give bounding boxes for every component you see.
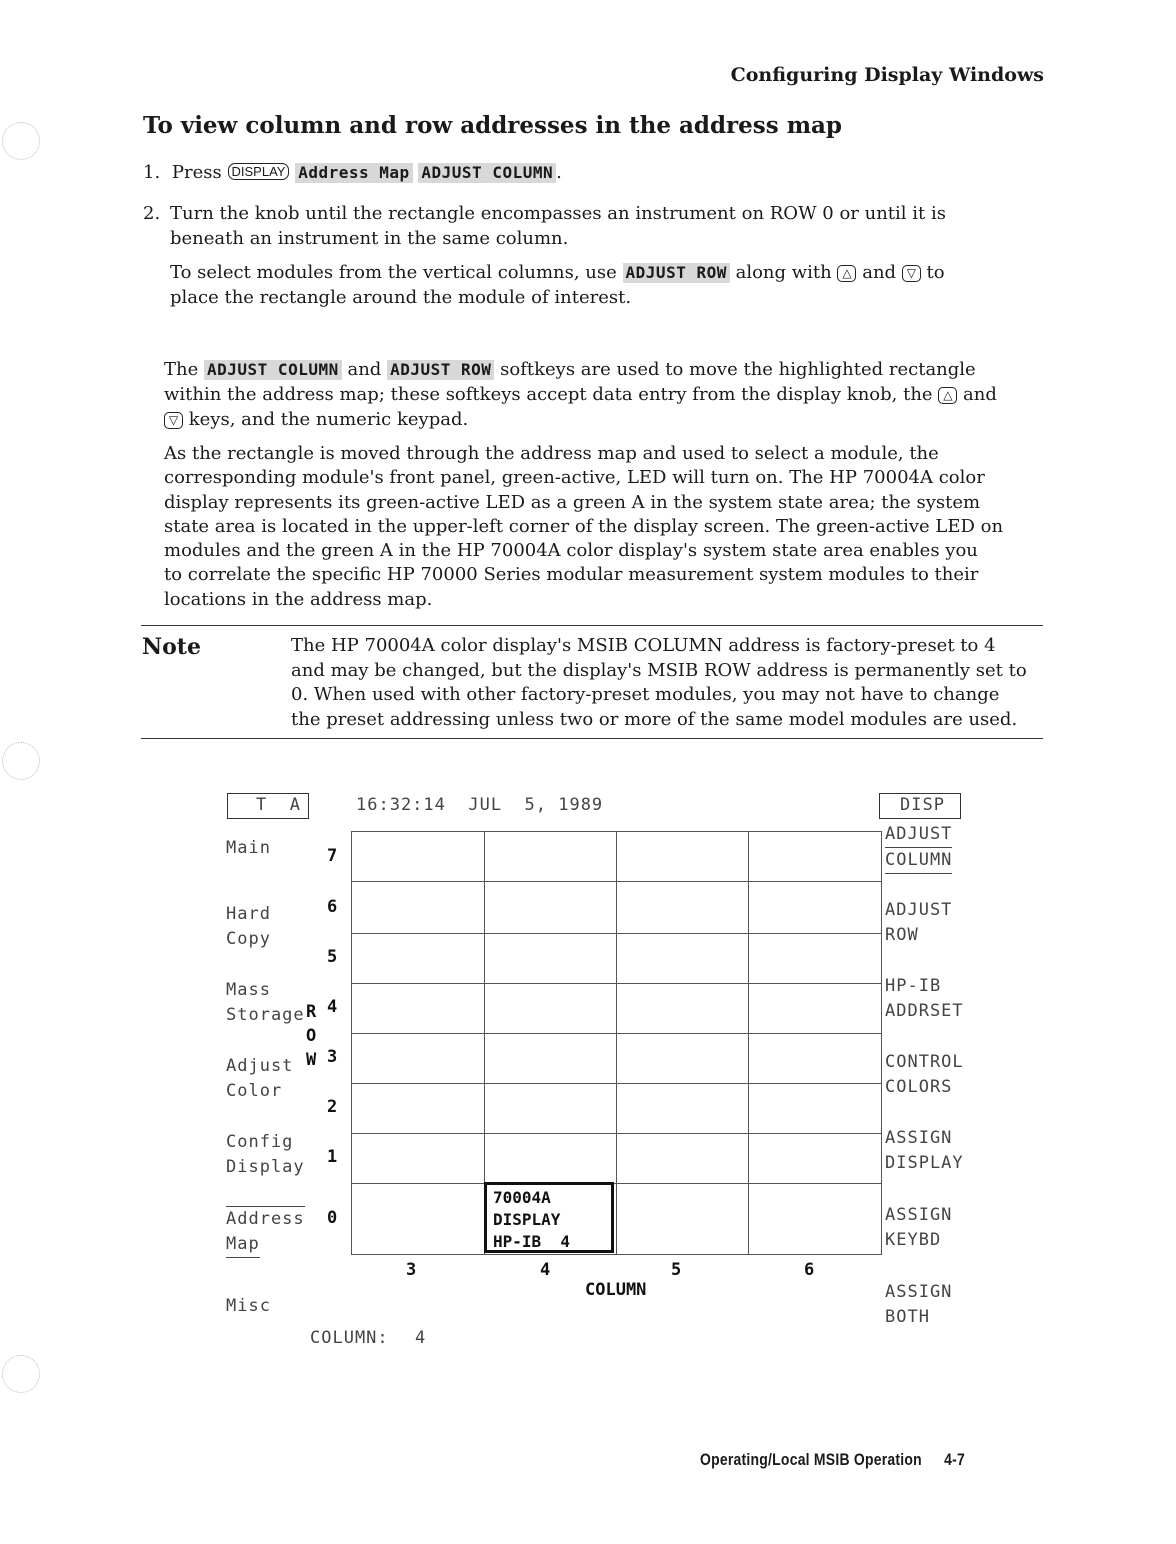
menu-mass-storage[interactable] — [226, 978, 305, 1028]
softkey-control-colors[interactable] — [885, 1050, 964, 1100]
grid-cell[interactable] — [352, 882, 485, 934]
running-header: Configuring Display Windows — [730, 64, 1044, 86]
text-line: locations in the address map. — [164, 588, 433, 610]
row-number-1: 1 — [327, 1147, 338, 1167]
row-axis-label — [306, 1000, 316, 1072]
grid-cell[interactable] — [352, 984, 485, 1034]
text-span: to — [926, 262, 945, 283]
disp-label: DISP — [900, 795, 945, 815]
binder-hole-top — [2, 122, 40, 160]
softkey-assign-keybd[interactable] — [885, 1203, 952, 1253]
text-span: and — [862, 262, 897, 283]
row-axis-letter: W — [306, 1050, 317, 1070]
menu-label: Mass — [226, 980, 271, 1000]
text-line: to correlate the specific HP 70000 Series modular measurement system modules to their — [164, 564, 979, 586]
grid-cell[interactable] — [617, 1134, 749, 1184]
softkey-label: ADDRSET — [885, 1001, 964, 1021]
softkey-adjust-column-screen[interactable] — [885, 822, 952, 874]
text-span: The — [164, 359, 199, 380]
text-span: along with — [735, 262, 832, 283]
timestamp: 16:32:14 JUL 5, 1989 — [356, 795, 604, 815]
grid-cell[interactable] — [352, 1084, 485, 1134]
softkey-adjust-row-screen[interactable] — [885, 898, 952, 948]
grid-cell[interactable] — [617, 1184, 749, 1255]
text-span: and — [347, 359, 382, 380]
grid-cell[interactable] — [617, 934, 749, 984]
divider — [141, 738, 1043, 739]
menu-label: Storage — [226, 1005, 305, 1025]
down-arrow-key-icon: ▽ — [902, 265, 921, 282]
step-1 — [143, 160, 562, 185]
grid-cell[interactable] — [617, 832, 749, 882]
grid-cell[interactable] — [485, 882, 617, 934]
row-axis-letter: O — [306, 1026, 317, 1046]
row-number-6: 6 — [327, 897, 338, 917]
row-number-4: 4 — [327, 997, 338, 1017]
softkey-label: ASSIGN — [885, 1205, 953, 1225]
entry-label: COLUMN: — [310, 1328, 389, 1348]
grid-cell[interactable] — [485, 1084, 617, 1134]
up-arrow-key-icon: △ — [837, 265, 856, 282]
text-line: state area is located in the upper-left corner of the display screen. The green-active LED on — [164, 515, 1004, 537]
text-line: and may be changed, but the display's MSIB ROW address is permanently set to — [291, 659, 1027, 681]
entry-value: 4 — [415, 1328, 427, 1348]
grid-cell[interactable] — [485, 934, 617, 984]
menu-label: Copy — [226, 929, 271, 949]
grid-cell[interactable] — [617, 984, 749, 1034]
grid-cell[interactable] — [352, 1134, 485, 1184]
column-number-3: 3 — [406, 1260, 417, 1280]
up-arrow-key-icon: △ — [938, 387, 957, 404]
row-number-5: 5 — [327, 947, 338, 967]
grid-cell[interactable] — [749, 1034, 882, 1084]
column-axis-label: COLUMN — [585, 1280, 647, 1300]
grid-cell[interactable] — [352, 1034, 485, 1084]
text-line: modules and the green A in the HP 70004A color display's system state area enables you — [164, 540, 978, 562]
menu-hard-copy[interactable] — [226, 902, 271, 952]
address-map-grid[interactable] — [351, 831, 882, 1255]
menu-address-map[interactable] — [226, 1206, 305, 1258]
softkey-label: COLORS — [885, 1077, 953, 1097]
text-line: Turn the knob until the rectangle encompasses an instrument on ROW 0 or until it is — [170, 203, 946, 224]
text-span: within the address map; these softkeys accept data entry from the display knob, the — [164, 384, 933, 405]
grid-cell[interactable] — [749, 832, 882, 882]
paragraph-softkeys — [164, 357, 1054, 432]
grid-cell[interactable] — [485, 984, 617, 1034]
softkey-label: ADJUST — [885, 824, 953, 844]
column-number-5: 5 — [671, 1260, 682, 1280]
menu-label: Display — [226, 1157, 305, 1177]
text-line: The HP 70004A color display's MSIB COLUMN address is factory-preset to 4 — [291, 635, 996, 656]
note-label: Note — [142, 634, 201, 660]
softkey-label: KEYBD — [885, 1230, 942, 1250]
softkey-label: BOTH — [885, 1307, 930, 1327]
text-line: 0. When used with other factory-preset modules, you may not have to change — [291, 684, 1000, 705]
softkey-label: ADJUST — [885, 900, 953, 920]
section-title: To view column and row addresses in the address map — [143, 112, 843, 139]
grid-cell[interactable] — [617, 1034, 749, 1084]
menu-config-display[interactable] — [226, 1130, 305, 1180]
softkey-label: CONTROL — [885, 1052, 964, 1072]
grid-cell[interactable] — [749, 1084, 882, 1134]
grid-cell[interactable] — [749, 1184, 882, 1255]
text-line: display represents its green-active LED as a green A in the system state area; the system — [164, 491, 981, 513]
softkey-hpib-addrset[interactable] — [885, 974, 964, 1024]
step-2-sub — [170, 260, 1050, 310]
note-text — [291, 634, 1051, 732]
selected-module-rectangle[interactable] — [484, 1182, 614, 1253]
row-number-3: 3 — [327, 1047, 338, 1067]
softkey-adjust-row: ADJUST ROW — [387, 360, 494, 380]
softkey-adjust-column: ADJUST COLUMN — [204, 360, 342, 380]
softkey-label: COLUMN — [885, 847, 952, 874]
text-line: place the rectangle around the module of interest. — [170, 287, 632, 308]
grid-cell[interactable] — [617, 1084, 749, 1134]
menu-label: Map — [226, 1232, 260, 1258]
softkey-address-map: Address Map — [295, 163, 412, 183]
step-number: 1. — [143, 162, 161, 183]
softkey-label: HP-IB — [885, 976, 942, 996]
paragraph-led — [164, 442, 1054, 612]
footer-section: Operating/Local MSIB Operation — [700, 1450, 922, 1469]
grid-cell[interactable] — [485, 832, 617, 882]
page-footer — [700, 1450, 965, 1470]
down-arrow-key-icon: ▽ — [164, 412, 183, 429]
module-model: 70004A — [493, 1188, 551, 1207]
grid-cell[interactable] — [352, 832, 485, 882]
module-name: DISPLAY — [493, 1210, 561, 1229]
text-span: and — [963, 384, 997, 405]
grid-cell[interactable] — [352, 934, 485, 984]
row-axis-letter: R — [306, 1002, 317, 1022]
step-2 — [143, 201, 160, 226]
menu-adjust-color[interactable] — [226, 1054, 293, 1104]
text-line: the preset addressing unless two or more of the same model modules are used. — [291, 708, 1018, 730]
text-span: softkeys are used to move the highlighted rectangle — [500, 359, 976, 380]
menu-label: Address — [226, 1206, 305, 1232]
grid-cell[interactable] — [485, 1034, 617, 1084]
softkey-label: ASSIGN — [885, 1282, 953, 1302]
row-number-7: 7 — [327, 846, 338, 866]
step-text: Press — [171, 162, 222, 183]
page-number: 4-7 — [944, 1450, 965, 1469]
grid-cell[interactable] — [352, 1184, 485, 1255]
grid-cell[interactable] — [749, 1134, 882, 1184]
row-number-2: 2 — [327, 1097, 338, 1117]
row-number-0: 0 — [327, 1208, 338, 1228]
column-number-4: 4 — [540, 1260, 551, 1280]
menu-label: Misc — [226, 1296, 271, 1316]
menu-label: Main — [226, 838, 271, 858]
column-number-6: 6 — [804, 1260, 815, 1280]
menu-label: Config — [226, 1132, 294, 1152]
grid-cell[interactable] — [485, 1134, 617, 1184]
binder-hole-middle — [2, 742, 40, 780]
status-indicator: T A — [256, 795, 301, 815]
text-line: As the rectangle is moved through the address map and used to select a module, the — [164, 443, 939, 464]
module-address: HP-IB 4 — [493, 1232, 571, 1251]
grid-cell[interactable] — [749, 882, 882, 934]
softkey-label: DISPLAY — [885, 1153, 964, 1173]
menu-label: Color — [226, 1081, 283, 1101]
softkey-assign-display[interactable] — [885, 1126, 964, 1176]
text-span: keys, and the numeric keypad. — [188, 409, 469, 430]
menu-main[interactable] — [226, 838, 271, 858]
menu-label: Hard — [226, 904, 271, 924]
menu-label: Adjust — [226, 1056, 294, 1076]
step-number: 2. — [143, 203, 161, 224]
grid-cell[interactable] — [617, 882, 749, 934]
text-line: corresponding module's front panel, green-active, LED will turn on. The HP 70004A color — [164, 467, 985, 489]
step-2-text — [170, 201, 1050, 251]
menu-misc[interactable] — [226, 1296, 271, 1316]
softkey-assign-both[interactable] — [885, 1280, 952, 1330]
softkey-label: ROW — [885, 925, 919, 945]
softkey-label: ASSIGN — [885, 1128, 953, 1148]
binder-hole-bottom — [2, 1355, 40, 1393]
grid-cell[interactable] — [749, 934, 882, 984]
text-line: beneath an instrument in the same column. — [170, 228, 569, 249]
text-span: To select modules from the vertical columns, use — [170, 262, 617, 283]
divider — [141, 625, 1043, 626]
grid-cell[interactable] — [749, 984, 882, 1034]
display-hardkey: DISPLAY — [228, 163, 290, 180]
softkey-adjust-column: ADJUST COLUMN — [418, 163, 556, 183]
softkey-adjust-row: ADJUST ROW — [623, 263, 730, 283]
period: . — [556, 162, 562, 183]
